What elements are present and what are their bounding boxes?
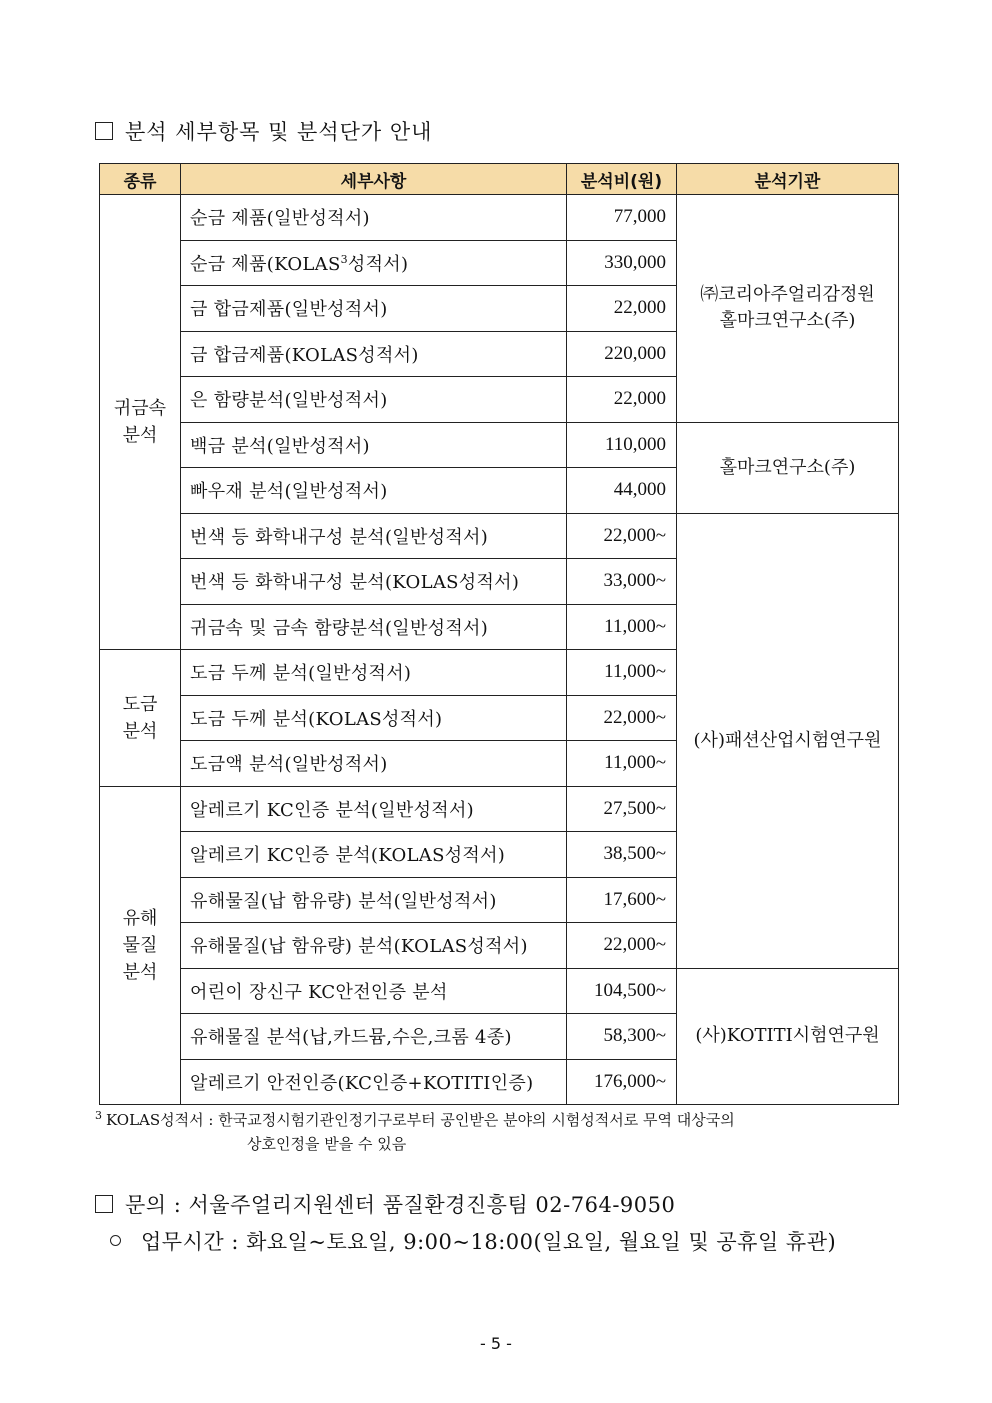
footnote-line2: 상호인정을 받을 수 있음 (247, 1135, 407, 1153)
org-fashion-institute: (사)패션산업시험연구원 (677, 513, 899, 968)
price-cell: 104,500~ (567, 968, 677, 1014)
table-row (100, 195, 899, 241)
price-cell: 330,000 (567, 240, 677, 286)
price-cell: 110,000 (567, 422, 677, 468)
category-plating: 도금 분석 (100, 650, 181, 787)
header-price: 분석비(원) (567, 164, 677, 195)
header-category: 종류 (100, 164, 181, 195)
price-cell: 27,500~ (567, 786, 677, 832)
price-cell: 22,000~ (567, 923, 677, 969)
item-cell: 도금 두께 분석(KOLAS성적서) (181, 695, 567, 741)
price-cell: 11,000~ (567, 741, 677, 787)
price-cell: 176,000~ (567, 1059, 677, 1105)
item-cell: 금 합금제품(일반성적서) (181, 286, 567, 332)
price-cell: 38,500~ (567, 832, 677, 878)
price-cell: 11,000~ (567, 604, 677, 650)
price-cell: 22,000~ (567, 513, 677, 559)
item-cell: 은 함량분석(일반성적서) (181, 377, 567, 423)
org-hallmark: 홀마크연구소(주) (677, 422, 899, 513)
price-cell: 220,000 (567, 331, 677, 377)
price-cell: 22,000~ (567, 695, 677, 741)
item-cell: 번색 등 화학내구성 분석(일반성적서) (181, 513, 567, 559)
page-number: - 5 - (480, 1334, 512, 1353)
item-cell: 알레르기 KC인증 분석(일반성적서) (181, 786, 567, 832)
price-cell: 77,000 (567, 195, 677, 241)
item-cell: 알레르기 안전인증(KC인증+KOTITI인증) (181, 1059, 567, 1105)
price-cell: 44,000 (567, 468, 677, 514)
contact-line: 문의 : 서울주얼리지원센터 품질환경진흥팀 02-764-9050 (95, 1189, 675, 1219)
item-cell: 번색 등 화학내구성 분석(KOLAS성적서) (181, 559, 567, 605)
table-row (100, 968, 899, 1014)
header-org: 분석기관 (677, 164, 899, 195)
price-cell: 11,000~ (567, 650, 677, 696)
item-cell: 순금 제품(일반성적서) (181, 195, 567, 241)
table-header-row (100, 164, 899, 195)
category-hazardous: 유해 물질 분석 (100, 786, 181, 1105)
section-title: 분석 세부항목 및 분석단가 안내 (95, 116, 432, 146)
item-cell: 유해물질(납 함유량) 분석(KOLAS성적서) (181, 923, 567, 969)
checkbox-square-icon (95, 1195, 113, 1213)
item-cell: 순금 제품(KOLAS$^3$성적서) (181, 240, 567, 286)
footnote-mark: 3 (95, 1109, 102, 1122)
item-cell: 도금액 분석(일반성적서) (181, 741, 567, 787)
item-cell: 빠우재 분석(일반성적서) (181, 468, 567, 514)
item-cell: 도금 두께 분석(일반성적서) (181, 650, 567, 696)
table-row (100, 513, 899, 559)
org-kotiti: (사)KOTITI시험연구원 (677, 968, 899, 1105)
price-cell: 17,600~ (567, 877, 677, 923)
item-cell: 유해물질(납 함유량) 분석(일반성적서) (181, 877, 567, 923)
business-hours-line: 업무시간 : 화요일~토요일, 9:00~18:00(일요일, 월요일 및 공휴일 휴관) (110, 1226, 836, 1256)
analysis-price-table (99, 163, 899, 1105)
bullet-circle-icon (110, 1235, 121, 1246)
item-cell: 알레르기 KC인증 분석(KOLAS성적서) (181, 832, 567, 878)
item-cell: 귀금속 및 금속 함량분석(일반성적서) (181, 604, 567, 650)
price-cell: 22,000 (567, 377, 677, 423)
item-cell: 유해물질 분석(납,카드뮴,수은,크롬 4종) (181, 1014, 567, 1060)
price-cell: 22,000 (567, 286, 677, 332)
table-row (100, 422, 899, 468)
price-cell: 33,000~ (567, 559, 677, 605)
category-precious-metal: 귀금속 분석 (100, 195, 181, 650)
checkbox-square-icon (95, 122, 113, 140)
footnote (95, 1104, 905, 1156)
item-cell: 어린이 장신구 KC안전인증 분석 (181, 968, 567, 1014)
item-cell: 금 합금제품(KOLAS성적서) (181, 331, 567, 377)
header-detail: 세부사항 (181, 164, 567, 195)
footnote-line1: KOLAS성적서 : 한국교정시험기관인정기구로부터 공인받은 분야의 시험성적서로 무역 대상국의 (106, 1111, 735, 1129)
item-cell: 백금 분석(일반성적서) (181, 422, 567, 468)
org-korea-jewelry: ㈜코리아주얼리감정원 홀마크연구소(주) (677, 195, 899, 423)
price-cell: 58,300~ (567, 1014, 677, 1060)
